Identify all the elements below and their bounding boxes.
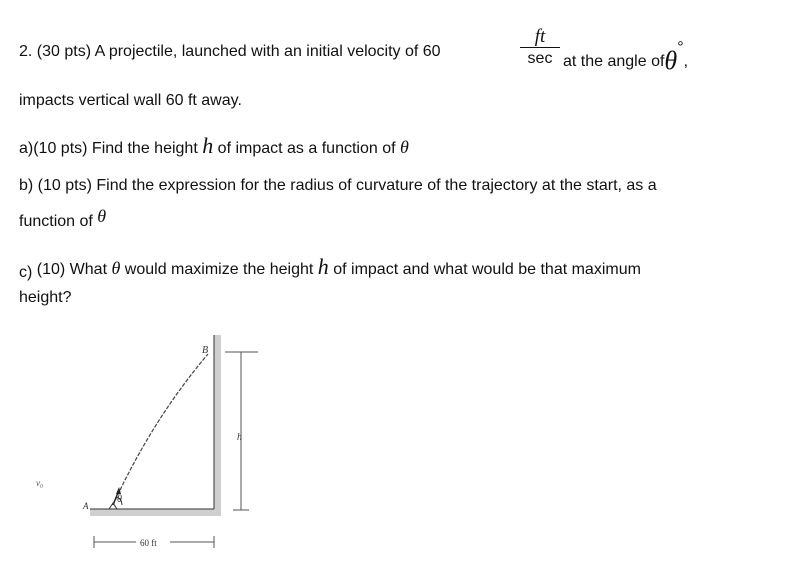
part-c-label: c) [19,264,33,281]
ground [90,509,221,516]
theta-symbol: θ [664,46,678,75]
theta-symbol-b: θ [97,206,107,226]
part-c-text2: would maximize the height [124,261,314,278]
arrow-head [116,487,121,494]
theta-symbol-a: θ [400,137,409,157]
question-intro-cont: impacts vertical wall 60 ft away. [19,92,242,109]
part-c-text3: of impact and what would be that maximum [333,261,641,278]
angle-phrase-text: at the angle of [563,53,665,70]
label-B: B [202,345,209,356]
unit-denominator: sec [527,50,553,67]
part-a-mid: of impact as a function of [217,140,396,157]
h-symbol: h [202,133,214,158]
label-v0: v₀ [36,478,44,488]
h-symbol-c: h [317,254,329,279]
label-A: A [83,501,89,511]
part-a-prefix: a)(10 pts) Find the height [19,140,198,157]
wall [214,335,221,516]
label-distance: 60 ft [140,538,157,548]
theta-symbol-c: θ [111,258,121,278]
unit-numerator: ft [534,26,546,47]
launch-point [109,503,117,509]
comma: , [683,53,689,70]
label-theta: θ [117,494,122,505]
part-c-text1: (10) What [36,261,108,278]
part-c-line2: height? [19,289,72,306]
part-b-text: function of [19,213,93,230]
label-h: h [237,432,242,443]
trajectory-curve [113,354,208,505]
degree-symbol: ° [677,39,684,56]
part-b-line1: b) (10 pts) Find the expression for the radius of curvature of the trajectory at the start, as a [19,177,657,194]
question-intro-text: 2. (30 pts) A projectile, launched with an initial velocity of 60 [19,43,441,60]
